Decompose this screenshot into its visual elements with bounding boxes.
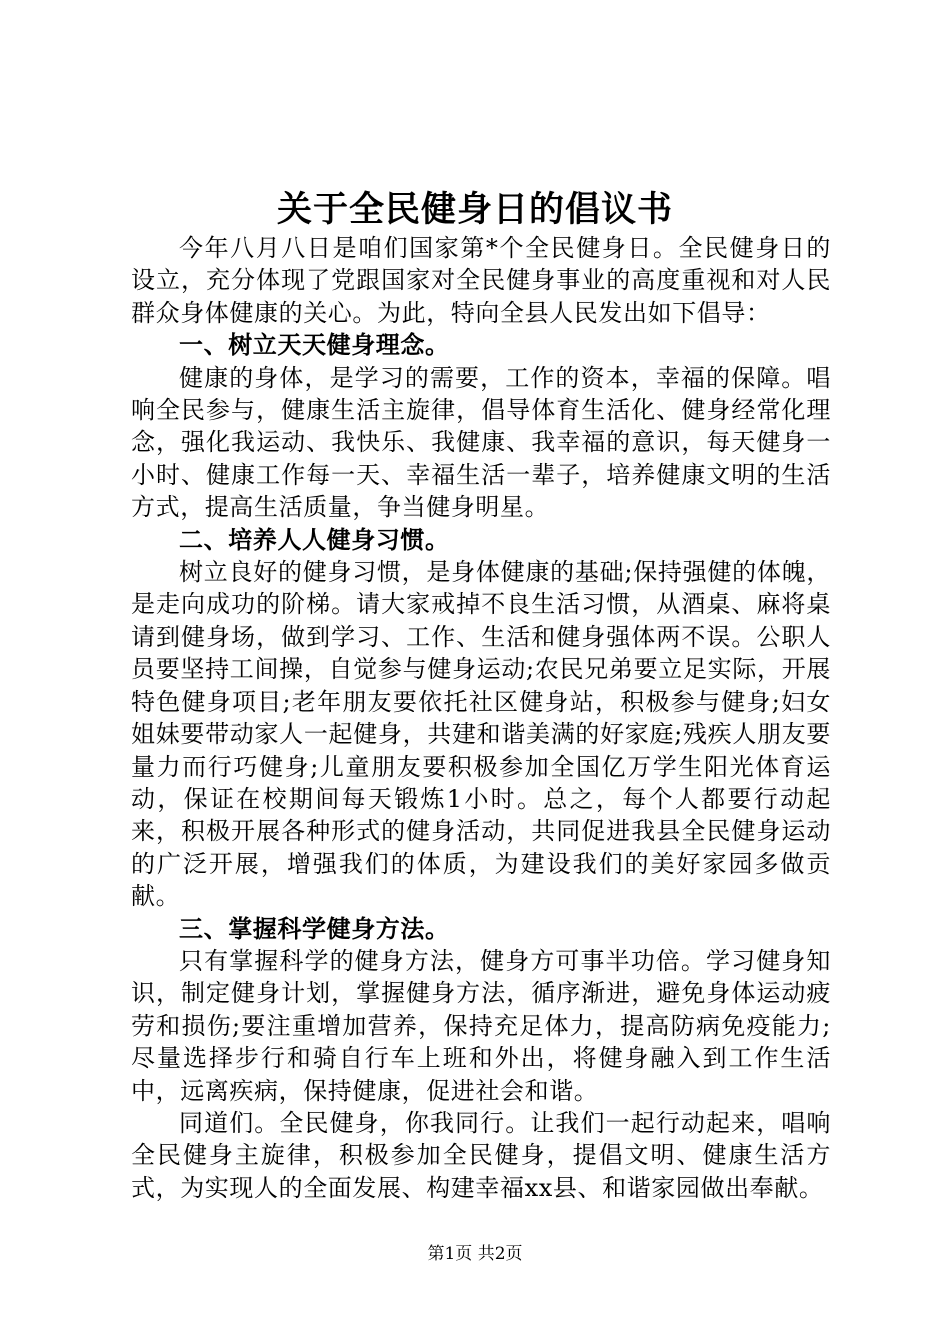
- section-paragraph-2: 树立良好的健身习惯，是身体健康的基础;保持强健的体魄，是走向成功的阶梯。请大家戒掉不良生活习惯，从酒桌、麻将桌请到健身场，做到学习、工作、生活和健身强体两不误。公职人员要坚持工间操，自觉参与健身运动;农民兄弟要立足实际，开展特色健身项目;老年朋友要依托社区健身站，积极参与健身;妇女姐妹要带动家人一起健身，共建和谐美满的好家庭;残疾人朋友要量力而行巧健身;儿童朋友要积极参加全国亿万学生阳光体育运动，保证在校期间每天锻炼1小时。总之，每个人都要行动起来，积极开展各种形式的健身活动，共同促进我县全民健身运动的广泛开展，增强我们的体质，为建设我们的美好家园多做贡献。: [131, 558, 831, 911]
- closing-paragraph: 同道们。全民健身，你我同行。让我们一起行动起来，唱响全民健身主旋律，积极参加全民健身，提倡文明、健康生活方式，为实现人的全面发展、构建幸福xx县、和谐家园做出奉献。: [131, 1108, 831, 1202]
- section-heading-3: 三、掌握科学健身方法。: [179, 913, 450, 943]
- section-paragraph-1: 健康的身体，是学习的需要，工作的资本，幸福的保障。唱响全民参与，健康生活主旋律，倡导体育生活化、健身经常化理念，强化我运动、我快乐、我健康、我幸福的意识，每天健身一小时、健康工作每一天、幸福生活一辈子，培养健康文明的生活方式，提高生活质量，争当健身明星。: [131, 363, 831, 522]
- section-heading-2: 二、培养人人健身习惯。: [179, 524, 450, 554]
- intro-paragraph: 今年八月八日是咱们国家第*个全民健身日。全民健身日的设立，充分体现了党跟国家对全民健身事业的高度重视和对人民群众身体健康的关心。为此，特向全县人民发出如下倡导：: [131, 234, 831, 327]
- document-title: 关于全民健身日的倡议书: [276, 189, 673, 230]
- page-number-footer: 第1页 共2页: [427, 1244, 523, 1264]
- document-body: [131, 232, 831, 1204]
- section-heading-1: 一、树立天天健身理念。: [179, 330, 450, 360]
- section-paragraph-3: 只有掌握科学的健身方法，健身方可事半功倍。学习健身知识，制定健身计划，掌握健身方法，循序渐进，避免身体运动疲劳和损伤;要注重增加营养，保持充足体力，提高防病免疫能力;尽量选择步行和骑自行车上班和外出，将健身融入到工作生活中，远离疾病，保持健康，促进社会和谐。: [131, 946, 831, 1105]
